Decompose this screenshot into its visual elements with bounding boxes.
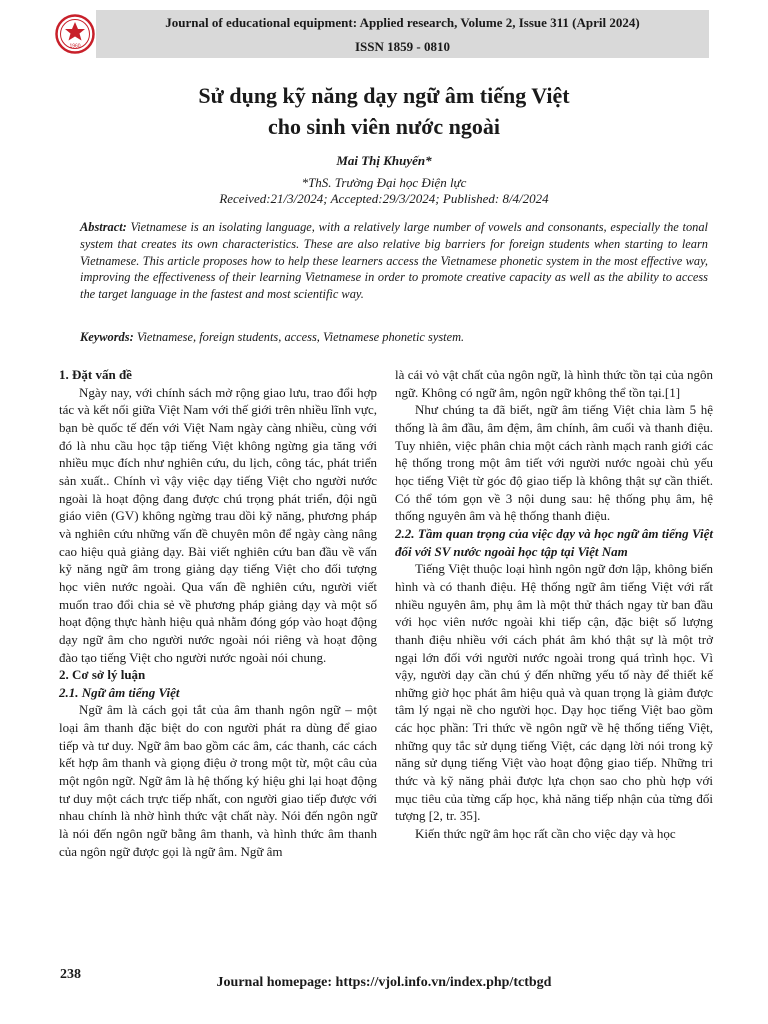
title-line-2: cho sinh viên nước ngoài xyxy=(268,114,500,139)
subsection-heading: 2.2. Tầm quan trọng của việc dạy và học ngữ âm tiếng Việt đối với SV nước ngoài học tập tại Việt Nam xyxy=(395,525,713,559)
section-heading: 1. Đặt vấn đề xyxy=(59,367,132,382)
journal-logo xyxy=(55,14,95,54)
subsection-heading: 2.1. Ngữ âm tiếng Việt xyxy=(59,684,180,700)
paragraph: là cái vỏ vật chất của ngôn ngữ, là hình thức tồn tại của ngôn ngữ. Không có ngữ âm, ngôn ngữ không thể tồn tại.[1] xyxy=(395,367,713,400)
paragraph: Kiến thức ngữ âm học rất cần cho việc dạy và học xyxy=(415,826,676,842)
page-number: 238 xyxy=(60,967,81,982)
paragraph: Ngữ âm là cách gọi tắt của âm thanh ngôn ngữ – một loại âm thanh đặc biệt do con người phát ra dùng để giao tiếp và tư duy. Ngữ âm bao gồm các âm, các thanh, các cách kết hợp âm thanh và giọng điệu ở trong một từ, một câu của một ngôn ngữ. Ngữ âm là hệ thống ký hiệu ghi lại hoạt động tư duy một cách trực tiếp nhất, con người giao tiếp được với nhau chính là nhờ hình thức vật chất này. Nói đến ngôn ngữ là nói đến ngôn ngữ bằng âm thanh, và hình thức âm thanh của ngôn ngữ được gọi là ngữ âm. Ngữ âm xyxy=(59,702,377,859)
keywords xyxy=(80,329,708,346)
keywords-label: Keywords: xyxy=(80,330,134,344)
publication-dates: Received:21/3/2024; Accepted:29/3/2024; Published: 8/4/2024 xyxy=(219,191,549,206)
journal-homepage: Journal homepage: https://vjol.info.vn/index.php/tctbgd xyxy=(216,975,552,990)
abstract-text: Vietnamese is an isolating language, with a relatively large number of vowels and consonants, especially the tonal system that creates its own characteristics. These are also relative big barriers for foreign students when starting to learn Vietnamese. This article proposes how to help these learners access the Vietnamese phonetic system in the most effective way, improving the effectiveness of their learning Vietnamese in order to promote creative capacity as well as the ability to access the target language in the fastest and most scientific way. xyxy=(80,220,708,302)
paragraph: Như chúng ta đã biết, ngữ âm tiếng Việt chia làm 5 hệ thống là âm đầu, âm đệm, âm chính, âm cuối và thanh điệu. Tuy nhiên, việc phân chia một cách rành mạch ranh giới các hệ thống trong một âm tiết với người nước ngoài chủ yếu học tiếng Việt từ góc độ giao tiếp là không thật sự cần thiết. Có thể tóm gọn về 3 nội dung sau: hệ thống phụ âm, hệ thống nguyên âm và hệ thống thanh điệu. xyxy=(395,402,713,524)
section-heading: 2. Cơ sở lý luận xyxy=(59,667,146,683)
article-title xyxy=(0,80,768,142)
left-column xyxy=(59,366,377,860)
author: Mai Thị Khuyến* xyxy=(336,153,432,168)
abstract xyxy=(80,219,708,303)
issn: ISSN 1859 - 0810 xyxy=(355,39,450,54)
affiliation: *ThS. Trường Đại học Điện lực xyxy=(301,175,467,190)
journal-citation: Journal of educational equipment: Applied research, Volume 2, Issue 311 (April 2024) xyxy=(165,15,640,30)
paragraph: Ngày nay, với chính sách mở rộng giao lưu, trao đổi hợp tác và kết nối giữa Việt Nam với thế giới trên nhiều lĩnh vực, bạn bè quốc tế đến với Việt Nam ngày càng nhiều, cùng với đó là nhu cầu học tập tiếng Việt không ngừng gia tăng với nhiều mục đích như nghiên cứu, du lịch, công tác, phát triển sản xuất.. Chính vì vậy việc dạy tiếng Việt cho người nước ngoài là hoạt động đang được chú trọng phát triển, đội ngũ giáo viên (GV) không ngừng trau dồi kỹ năng, phương pháp và nghiên cứu những vấn đề chuyên môn để ngày càng nâng cao hiệu quả giảng dạy. Bài viết nghiên cứu ban đầu về vấn kỹ năng ngữ âm trong giảng dạy tiếng Việt cho đối tượng học viên nước ngoài. Qua vấn đề nghiên cứu, người viết muốn trao đổi chia sẻ về phương pháp giảng dạy và một số hoạt động thực hành hiệu quả nhằm đóng góp vào hoạt động dạy ngữ âm cho người nước ngoài nói riêng và hoạt động đào tạo tiếng Việt cho người nước ngoài nói chung. xyxy=(59,384,377,665)
abstract-label: Abstract: xyxy=(80,220,127,234)
right-column xyxy=(395,366,713,843)
title-line-1: Sử dụng kỹ năng dạy ngữ âm tiếng Việt xyxy=(198,83,570,108)
keywords-text: Vietnamese, foreign students, access, Vietnamese phonetic system. xyxy=(136,330,465,344)
logo-text: 1960 xyxy=(69,43,81,50)
paragraph: Tiếng Việt thuộc loại hình ngôn ngữ đơn lập, không biến hình và có thanh điệu. Hệ thống ngữ âm tiếng Việt với rất nhiều nguyên âm, phụ âm là một thử thách ngay từ ban đầu với học viên nước ngoài khi tiếp cận, đặc biệt số lượng thanh điệu nhiều với cách phát âm khó thật sự là một trở ngại lớn đối với người nước ngoài trong quá trình học. Vì vậy, người dạy cần chú ý đến những yếu tố này để thiết kế những giờ học phát âm hiệu quả và quan trọng là giảm được tâm lý ngại nề cho người học. Dạy học tiếng Việt bao gồm các học phần: Tri thức về ngôn ngữ về hệ thống tiếng Việt, những quy tắc sử dụng tiếng Việt, các dạng lời nói trong kỹ năng sử dụng tiếng Việt vào hoạt động giao tiếp. Những tri thức và kỹ năng phải được lựa chọn sao cho phù hợp với mục tiêu của từng cấp học, khả năng tiếp nhận của từng đối tượng [2, tr. 35]. xyxy=(395,561,713,824)
